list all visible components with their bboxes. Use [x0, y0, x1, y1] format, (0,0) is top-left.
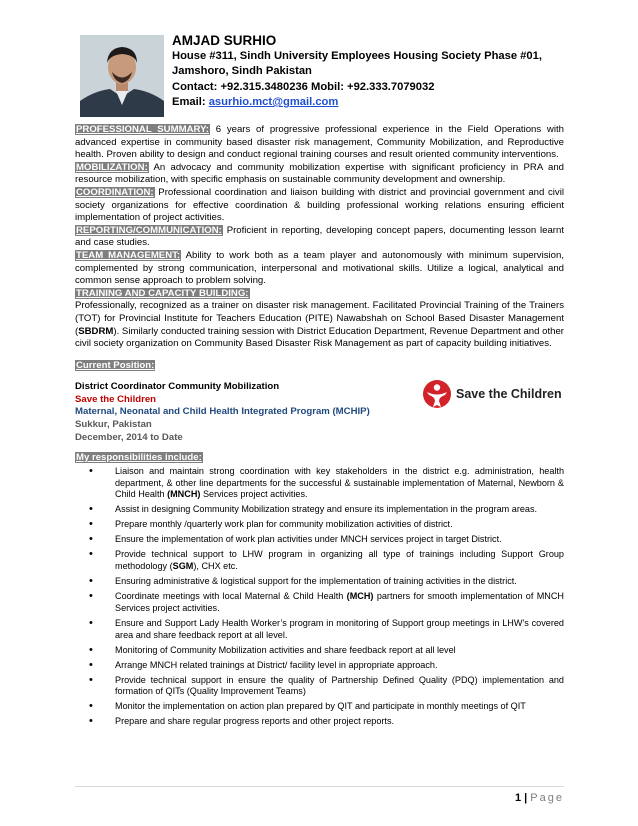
summary-text: 6 years of progressive professional experience in the Field Operations with advanced expertise in community based disaster risk management, Community Mobilization, and Reproductive health. Proven ability to design and conduct regional training courses and result oriented community interventions.: [75, 124, 564, 161]
portrait-photo-icon: [80, 35, 164, 117]
responsibilities-label-row: [75, 452, 564, 465]
mobilization-label: MOBILIZATION:: [76, 161, 148, 173]
resume-body: [75, 124, 564, 731]
organization-name: Save the Children: [75, 393, 157, 405]
reporting-section: [75, 225, 564, 250]
current-position-label-row: [75, 360, 564, 373]
training-label: TRAINING AND CAPACITY BUILDING:: [76, 287, 249, 299]
candidate-name: AMJAD SURHIO: [172, 33, 277, 48]
list-item: • Assist in designing Community Mobilization strategy and ensure its implementation in the program areas.: [87, 504, 564, 516]
training-bold: SBDRM: [78, 325, 114, 337]
save-the-children-logo: [422, 377, 564, 411]
contact-header: [172, 32, 592, 111]
summary-label: PROFESSIONAL SUMMARY:: [76, 124, 209, 135]
page-word: Page: [530, 792, 564, 804]
list-item: • Ensure and Support Lady Health Worker’s program in monitoring of Support group meetings in LHW’s covered area and share feedback report at all level.: [87, 618, 564, 642]
mobilization-section: [75, 162, 564, 187]
list-item: • Arrange MNCH related trainings at District/ facility level in appropriate approach.: [87, 660, 564, 672]
responsibilities-list: [75, 466, 564, 728]
summary-section: [75, 124, 564, 162]
email-label: Email:: [172, 96, 209, 109]
current-position-label: Current Position:: [76, 359, 155, 371]
reporting-label: REPORTING/COMMUNICATION:: [76, 224, 222, 236]
job-title: District Coordinator Community Mobilization: [75, 381, 280, 393]
page-footer: [515, 792, 564, 804]
position-block: [75, 381, 564, 444]
team-section: [75, 250, 564, 288]
page-separator: |: [521, 792, 531, 804]
list-item: • Provide technical support in ensure the quality of Partnership Defined Quality (PDQ) implementation and formation of QITs (Quality Improvement Teams): [87, 675, 564, 699]
list-item: • Ensure the implementation of work plan activities under MNCH services project in target District.: [87, 534, 564, 546]
logo-text: Save the Children: [456, 386, 562, 401]
list-item: • Monitor the implementation on action plan prepared by QIT and participate in monthly meetings of QIT: [87, 701, 564, 713]
training-text-1: Professionally, recognized as a trainer on disaster risk management. Facilitated Provincial Training of the Trainers (TOT) for Provincial Institute for Teachers Education (PITE) Nawabshah on School Based Disaster Management (: [75, 300, 564, 337]
program-name: Maternal, Neonatal and Child Health Integrated Program (MCHIP): [75, 406, 370, 418]
address-line-1: House #311, Sindh University Employees Housing Society Phase #01,: [172, 50, 542, 62]
page-number: 1: [514, 792, 522, 804]
profile-photo: [80, 35, 164, 117]
list-item: • Prepare and share regular progress reports and other project reports.: [87, 716, 564, 728]
reporting-text: Proficient in reporting, developing concept papers, documenting lesson learnt and case studies.: [75, 224, 564, 249]
list-item: • Monitoring of Community Mobilization activities and share feedback report at all level: [87, 645, 564, 657]
job-location: Sukkur, Pakistan: [75, 419, 152, 431]
team-text: Ability to work both as a team player and autonomously with minimum supervision, complemented by strong communication, interpersonal and motivational skills. Utilize a logical, analytical and common sense approach to problem solving.: [75, 249, 565, 287]
responsibilities-label: My responsibilities include:: [76, 452, 202, 464]
save-the-children-logo-icon: [422, 379, 452, 409]
training-text-2: ). Similarly conducted training session with District Education Department, Revenue Department and other civil society organization on Community Based Disaster Risk Management as part of capacity building initiatives.: [75, 325, 564, 350]
email-line: [172, 95, 592, 110]
team-label: TEAM MANAGEMENT:: [76, 249, 181, 261]
job-dates: December, 2014 to Date: [75, 431, 183, 443]
training-label-row: [75, 288, 564, 301]
coordination-section: [75, 187, 564, 225]
training-section: [75, 300, 564, 350]
contact-numbers: Contact: +92.315.3480236 Mobil: +92.333.7079032: [172, 80, 435, 93]
list-item: • Provide technical support to LHW program in organizing all type of trainings including Support Group methodology (SGM), CHX etc.: [87, 549, 564, 573]
list-item: • Liaison and maintain strong coordination with key stakeholders in the district e.g. administration, health department, & other line departments for the successful & sustainable implementation of Maternal, Newborn & Child Health (MNCH) Services project activities.: [87, 466, 564, 501]
footer-divider: [75, 786, 564, 787]
list-item: • Coordinate meetings with local Maternal & Child Health (MCH) partners for smooth implementation of MNCH Services project activities.: [87, 591, 564, 615]
address-line-2: Jamshoro, Sindh Pakistan: [172, 65, 312, 78]
coordination-label: COORDINATION:: [76, 186, 154, 198]
coordination-text: Professional coordination and liaison building with district and provincial government and civil society organizations for effective coordination & building professional working relations ensuring efficient implementation of project activities.: [75, 186, 564, 224]
list-item: • Ensuring administrative & logistical support for the implementation of training activities in the district.: [87, 576, 564, 588]
list-item: • Prepare monthly /quarterly work plan for community mobilization activities of district.: [87, 519, 564, 531]
mobilization-text: An advocacy and community mobilization expertise with significant proficiency in PRA and resource mobilization, with specific emphasis on sustainable community development and ownership.: [75, 161, 564, 186]
email-link[interactable]: asurhio.mct@gmail.com: [208, 96, 339, 109]
